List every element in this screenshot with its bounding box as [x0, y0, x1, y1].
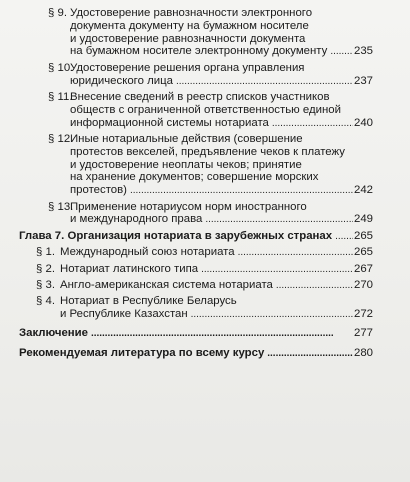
toc-entry-chapter-7[interactable] [0, 230, 410, 244]
page-number: 242 [353, 184, 373, 197]
dot-leader [272, 118, 353, 131]
page-number: 270 [353, 278, 373, 291]
entry-title-line: и международного права [70, 213, 203, 226]
literature-title: Рекомендуемая литература по всему курсу [19, 346, 265, 359]
dot-leader [201, 264, 353, 277]
dot-leader [91, 328, 353, 341]
table-of-contents [0, 7, 410, 363]
page-number: 249 [353, 213, 373, 226]
section-number: § 9. [48, 7, 67, 19]
chapter-title: Глава 7. Организация нотариата в зарубежных странах [19, 229, 333, 242]
section-number: § 11. [48, 90, 73, 103]
entry-title-line: и удостоверение неоплаты чеков; принятие [70, 158, 302, 171]
entry-title-line: протестов) [70, 184, 127, 197]
dot-leader [335, 231, 353, 244]
entry-title-line: документа документу на бумажном носителе [70, 19, 309, 32]
entry-title-line: протестов векселей, предъявление чеков к платежу [70, 145, 345, 158]
section-number: § 2. [36, 262, 55, 275]
dot-leader [330, 46, 353, 59]
page-number: 237 [353, 74, 373, 87]
toc-entry-literature[interactable] [0, 347, 410, 361]
entry-title-line: Внесение сведений в реестр списков участников [70, 90, 330, 103]
section-number: § 13. [48, 200, 74, 213]
page-number: 265 [353, 246, 373, 259]
section-number: § 3. [36, 278, 55, 291]
entry-title-line: Иные нотариальные действия (совершение [70, 132, 303, 145]
entry-title-line: обществ с ограниченной ответственностью единой [70, 103, 341, 116]
dot-leader [205, 214, 353, 227]
entry-title-line: информационной системы нотариата [70, 116, 269, 129]
entry-title-line: Англо-американская система нотариата [60, 278, 273, 291]
entry-title-line: Удостоверение равнозначности электронного [70, 7, 313, 19]
toc-entry-subsection-4[interactable] [0, 295, 410, 322]
entry-title-line: Международный союз нотариата [60, 246, 235, 259]
entry-title-line: юридического лица [70, 74, 173, 87]
page-number: 265 [353, 229, 373, 242]
toc-entry-section-10[interactable] [0, 62, 410, 89]
dot-leader [238, 247, 353, 260]
page-number: 277 [353, 327, 373, 340]
entry-title-line: и Республике Казахстан [60, 308, 188, 321]
dot-leader [267, 348, 353, 361]
toc-entry-subsection-2[interactable] [0, 263, 410, 277]
conclusion-title: Заключение [19, 327, 89, 340]
section-number: § 12. [48, 132, 74, 145]
page-number: 240 [353, 116, 373, 129]
toc-entry-subsection-1[interactable] [0, 246, 410, 260]
toc-entry-section-13[interactable] [0, 201, 410, 228]
dot-leader [276, 280, 353, 293]
toc-entry-section-12[interactable] [0, 133, 410, 198]
entry-title-line: Нотариат латинского типа [60, 262, 199, 275]
entry-title-line: Нотариат в Республике Беларусь [60, 295, 237, 308]
toc-entry-conclusion[interactable] [0, 327, 410, 341]
section-number: § 10. [48, 61, 74, 74]
dot-leader [176, 76, 353, 89]
toc-entry-section-9[interactable] [0, 7, 410, 59]
entry-title-line: на бумажном носителе электронному документу [70, 45, 328, 58]
entry-title-line: Удостоверение решения органа управления [70, 61, 305, 74]
entry-title-line: и удостоверение равнозначности документа [70, 32, 306, 45]
page-number: 235 [353, 45, 373, 58]
page-number: 272 [353, 308, 373, 321]
dot-leader [130, 185, 353, 198]
entry-title-line: на хранение документов; совершение морских [70, 171, 319, 184]
toc-entry-section-11[interactable] [0, 91, 410, 130]
page-number: 280 [353, 346, 373, 359]
section-number: § 4. [36, 295, 55, 308]
entry-title-line: Применение нотариусом норм иностранного [70, 200, 307, 213]
section-number: § 1. [36, 246, 55, 259]
page-number: 267 [353, 262, 373, 275]
dot-leader [191, 309, 353, 322]
toc-entry-subsection-3[interactable] [0, 279, 410, 293]
